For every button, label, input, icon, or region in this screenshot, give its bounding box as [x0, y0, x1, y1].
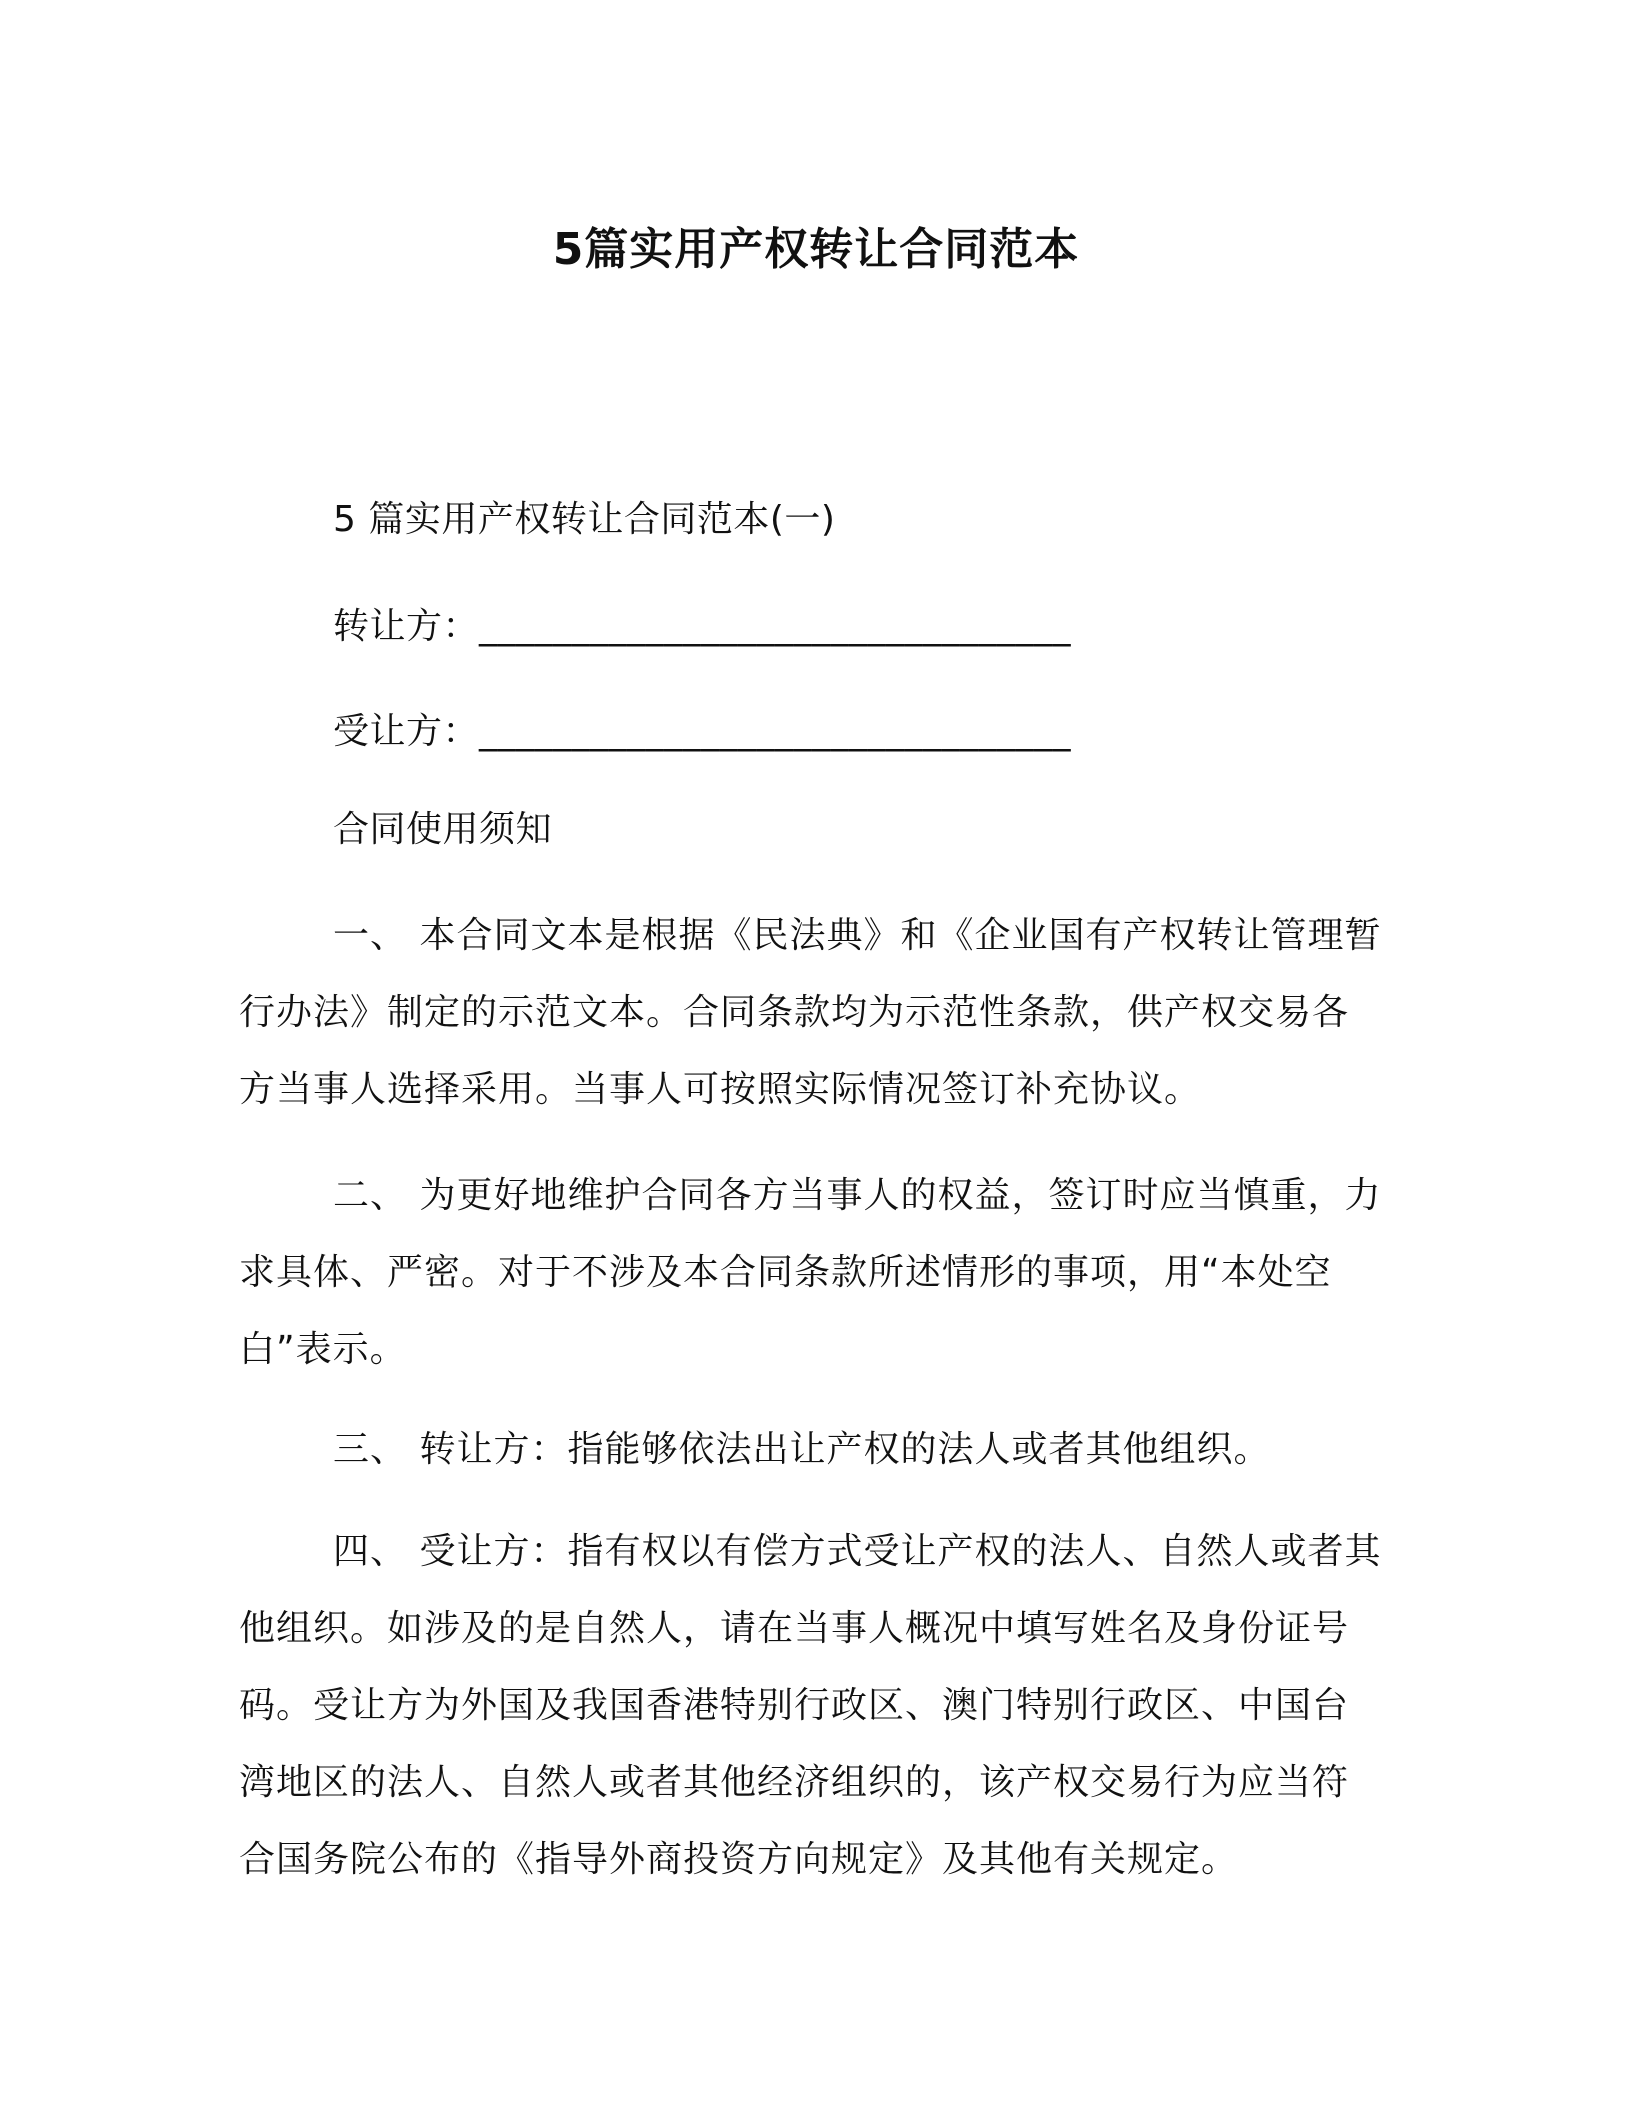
paragraph-line: 四、 受让方：指有权以有偿方式受让产权的法人、自然人或者其	[333, 1531, 1382, 1572]
transferor-field-line: 转让方：________________________________	[333, 606, 1072, 647]
paragraph-line: 湾地区的法人、自然人或者其他经济组织的，该产权交易行为应当符	[239, 1762, 1350, 1803]
contract-subtitle: 5 篇实用产权转让合同范本(一)	[333, 499, 836, 540]
paragraph-line: 他组织。如涉及的是自然人，请在当事人概况中填写姓名及身份证号	[239, 1608, 1350, 1649]
usage-notice-heading: 合同使用须知	[333, 809, 553, 850]
paragraph-line: 行办法》制定的示范文本。合同条款均为示范性条款，供产权交易各	[239, 992, 1350, 1033]
paragraph-line: 白”表示。	[239, 1329, 407, 1370]
paragraph-line: 合国务院公布的《指导外商投资方向规定》及其他有关规定。	[239, 1839, 1239, 1880]
document-title: 5篇实用产权转让合同范本	[552, 224, 1080, 275]
paragraph-line: 求具体、严密。对于不涉及本合同条款所述情形的事项，用“本处空	[239, 1252, 1332, 1293]
notice-paragraph-3	[239, 1411, 1399, 1488]
paragraph-line: 方当事人选择采用。当事人可按照实际情况签订补充协议。	[239, 1069, 1202, 1110]
notice-paragraph-1	[239, 897, 1399, 1128]
paragraph-line: 三、 转让方：指能够依法出让产权的法人或者其他组织。	[333, 1429, 1271, 1470]
paragraph-line: 二、 为更好地维护合同各方当事人的权益，签订时应当慎重，力	[333, 1175, 1382, 1216]
notice-paragraph-2	[239, 1157, 1399, 1388]
paragraph-line: 码。受让方为外国及我国香港特别行政区、澳门特别行政区、中国台	[239, 1685, 1350, 1726]
paragraph-line: 一、 本合同文本是根据《民法典》和《企业国有产权转让管理暂	[333, 915, 1382, 956]
notice-paragraph-4	[239, 1513, 1399, 1898]
transferee-field-line: 受让方：________________________________	[333, 711, 1072, 752]
